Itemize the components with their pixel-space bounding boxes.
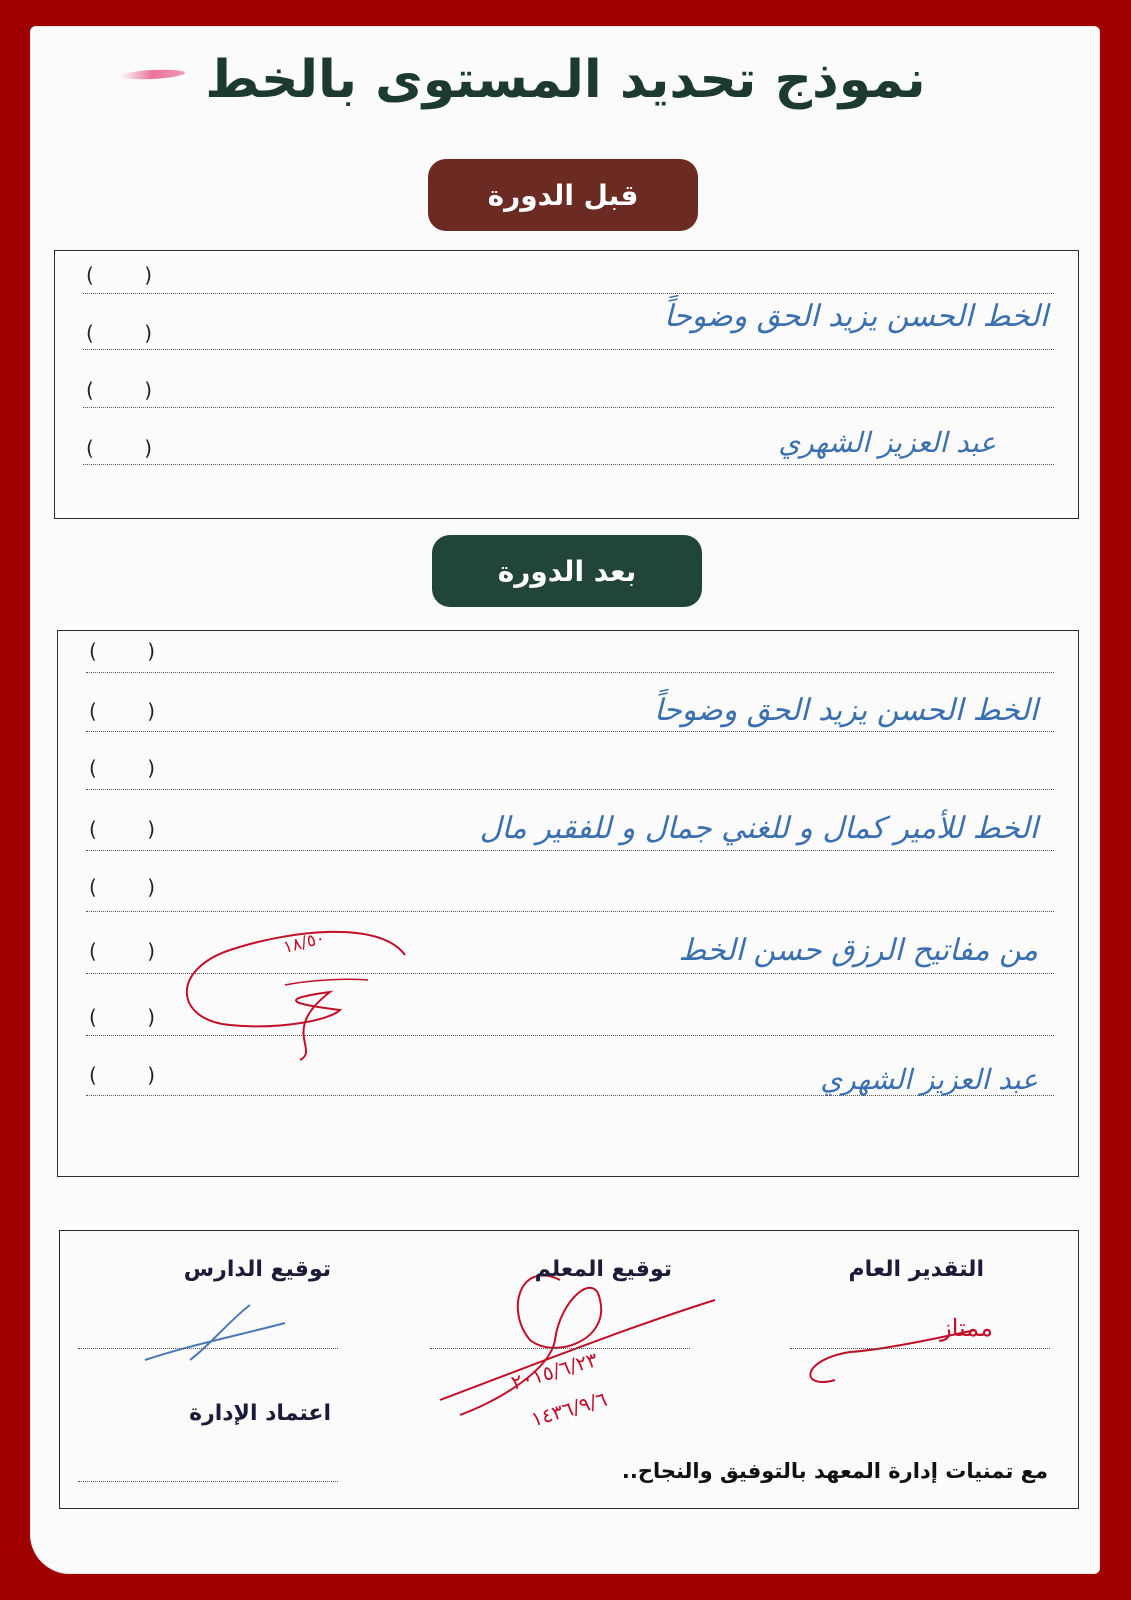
signatures-box (59, 1230, 1079, 1509)
admin-approval-label: اعتماد الإدارة (189, 1401, 331, 1426)
writing-line (86, 789, 1054, 790)
score-parens: ( ) (86, 263, 152, 287)
score-parens: ( ) (86, 321, 152, 345)
teacher-date-gregorian: ٢٠١٥/٦/٢٣ (508, 1347, 601, 1395)
before-course-box (54, 250, 1079, 519)
handwritten-line: الخط الحسن يزيد الحق وضوحاً (654, 693, 1038, 728)
handwritten-name: عبد العزيز الشهري (778, 426, 996, 459)
writing-line (83, 349, 1054, 350)
writing-line (86, 973, 1054, 974)
writing-line (86, 911, 1054, 912)
form-title: نموذج تحديد المستوى بالخط (205, 50, 926, 110)
writing-line (86, 731, 1054, 732)
closing-message: مع تمنيات إدارة المعهد بالتوفيق والنجاح.. (621, 1459, 1048, 1483)
admin-line (78, 1481, 338, 1482)
handwritten-name: عبد العزيز الشهري (820, 1063, 1038, 1096)
general-grade-value: ممتاز (940, 1314, 993, 1342)
writing-line (83, 464, 1054, 465)
score-parens: ( ) (89, 1005, 155, 1029)
writing-line (83, 407, 1054, 408)
score-parens: ( ) (89, 756, 155, 780)
teacher-date-hijri: ١٤٣٦/٩/٦ (528, 1386, 610, 1432)
score-parens: ( ) (89, 875, 155, 899)
after-course-box (57, 630, 1079, 1177)
writing-line (86, 1035, 1054, 1036)
writing-line (86, 850, 1054, 851)
writing-line (83, 293, 1054, 294)
writing-line (86, 672, 1054, 673)
score-parens: ( ) (89, 1063, 155, 1087)
teacher-line (430, 1348, 690, 1349)
score-parens: ( ) (86, 378, 152, 402)
grade-line (790, 1348, 1050, 1349)
handwritten-line: من مفاتيح الرزق حسن الخط (678, 933, 1038, 968)
writing-line (86, 1095, 1054, 1096)
score-parens: ( ) (89, 817, 155, 841)
student-signature-label: توقيع الدارس (183, 1257, 331, 1282)
handwritten-line: الخط الحسن يزيد الحق وضوحاً (664, 299, 1048, 334)
handwritten-line: الخط للأمير كمال و للغني جمال و للفقير مال (479, 811, 1038, 846)
after-course-header: بعد الدورة (432, 535, 702, 607)
score-parens: ( ) (89, 639, 155, 663)
score-parens: ( ) (86, 436, 152, 460)
grade-note: ١٨/٥٠ (281, 928, 328, 958)
teacher-signature-label: توقيع المعلم (534, 1257, 672, 1282)
before-course-header: قبل الدورة (428, 159, 698, 231)
score-parens: ( ) (89, 939, 155, 963)
score-parens: ( ) (89, 699, 155, 723)
student-line (78, 1348, 338, 1349)
general-grade-label: التقدير العام (848, 1257, 984, 1282)
